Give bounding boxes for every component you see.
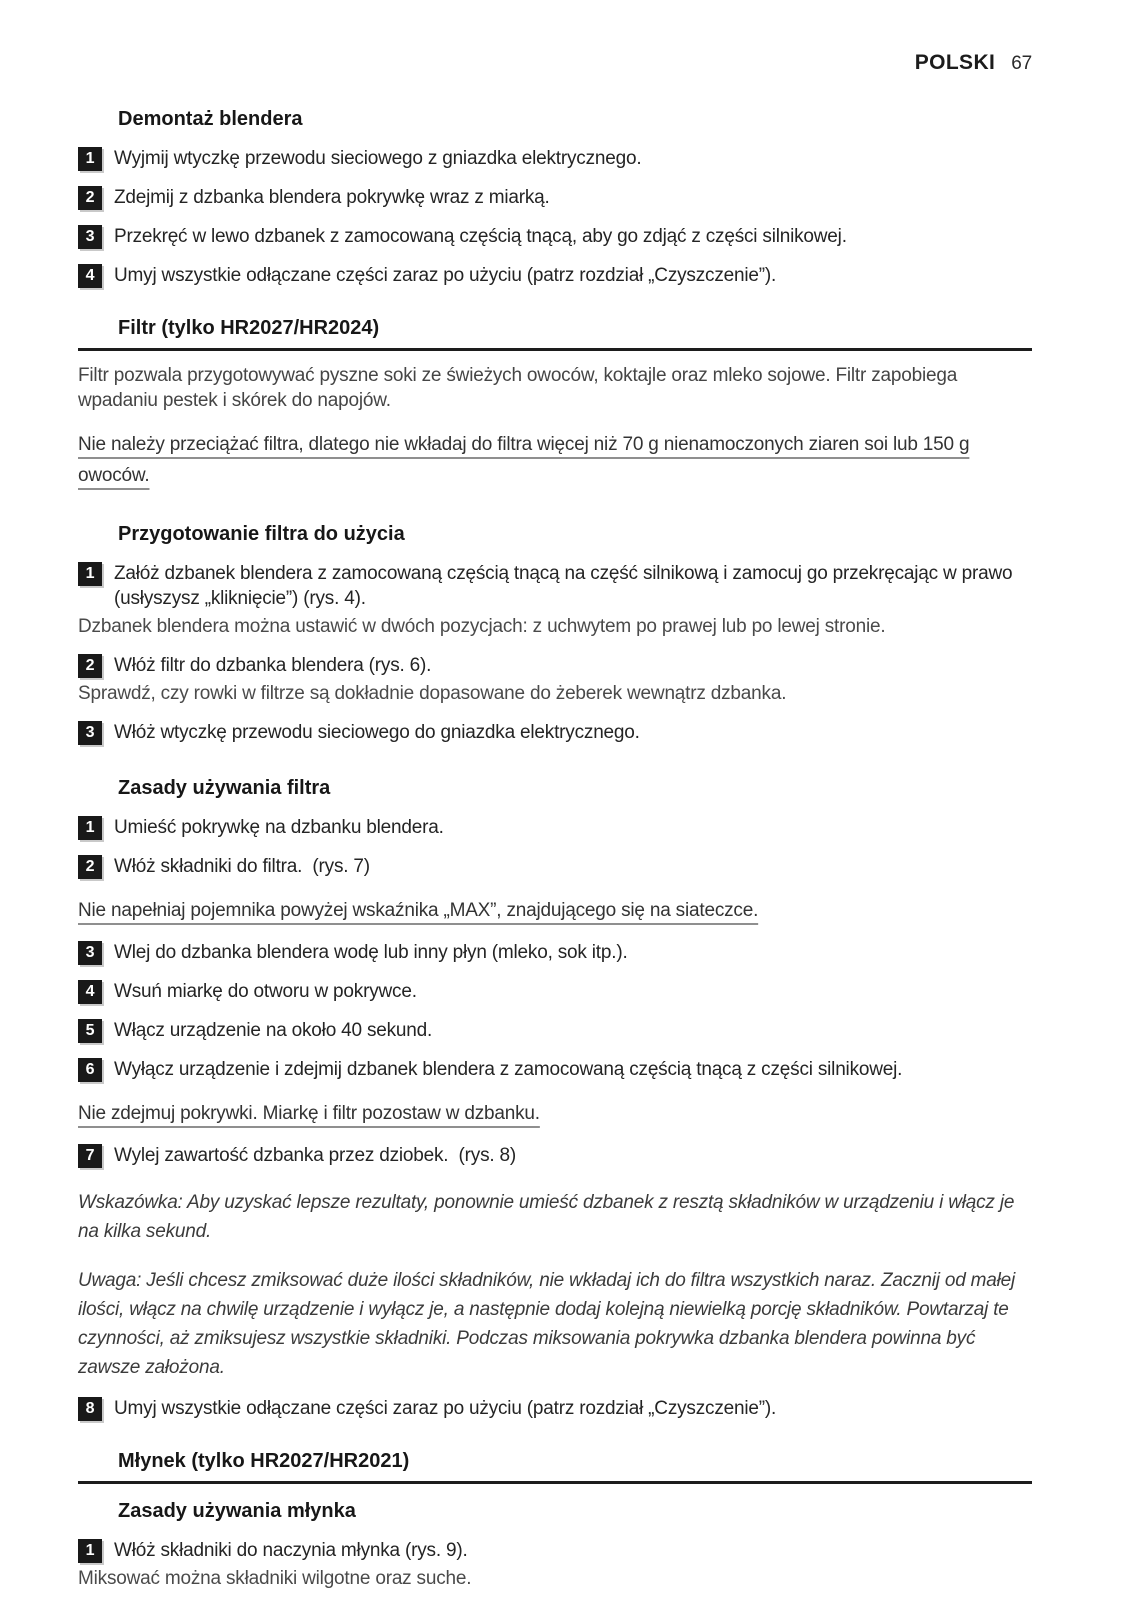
step-number-badge: 3 <box>78 941 102 965</box>
step-number-badge: 1 <box>78 562 102 586</box>
note-text: Sprawdź, czy rowki w filtrze są dokładnie dopasowane do żeberek wewnątrz dzbanka. <box>78 683 787 704</box>
step-number-badge: 1 <box>78 816 102 840</box>
chapter-heading: Filtr (tylko HR2027/HR2024) <box>78 315 1032 351</box>
step-item <box>78 1538 1032 1563</box>
step-item <box>78 1143 1032 1168</box>
manual-content <box>78 106 1032 1591</box>
step-text: Wyjmij wtyczkę przewodu sieciowego z gniazdka elektrycznego. <box>114 148 642 169</box>
body-paragraph: Filtr pozwala przygotowywać pyszne soki ze świeżych owoców, koktajle oraz mleko sojowe. Filtr zapobiega wpadaniu pestek i skórek do napojów. <box>78 365 958 411</box>
step-text: Załóż dzbanek blendera z zamocowaną częścią tnącą na część silnikową i zamocuj go przekręcając w prawo (usłyszysz „kliknięcie”) (rys. 4). <box>114 563 1018 609</box>
step-text: Włóż wtyczkę przewodu sieciowego do gniazdka elektrycznego. <box>114 722 640 743</box>
caution-note <box>78 895 1032 926</box>
step-text: Umieść pokrywkę na dzbanku blendera. <box>114 817 444 838</box>
section-heading: Demontaż blendera <box>118 108 303 130</box>
step-number-badge: 4 <box>78 264 102 288</box>
caution-note <box>78 1098 1032 1129</box>
step-item <box>78 815 1032 840</box>
step-item <box>78 979 1032 1004</box>
section-heading: Zasady używania filtra <box>118 777 331 799</box>
step-number-badge: 2 <box>78 654 102 678</box>
step-item <box>78 653 1032 678</box>
step-text: Umyj wszystkie odłączane części zaraz po użyciu (patrz rozdział „Czyszczenie”). <box>114 265 777 286</box>
language-label: POLSKI <box>914 51 996 74</box>
section-heading: Przygotowanie filtra do użycia <box>118 523 405 545</box>
step-text: Wyłącz urządzenie i zdejmij dzbanek blendera z zamocowaną częścią tnącą z części silnikowej. <box>114 1059 903 1080</box>
step-item <box>78 146 1032 171</box>
page-number: 67 <box>1011 53 1032 74</box>
step-text: Wsuń miarkę do otworu w pokrywce. <box>114 981 417 1002</box>
note-text: Miksować można składniki wilgotne oraz suche. <box>78 1568 472 1589</box>
tip-note: Uwaga: Jeśli chcesz zmiksować duże ilości składników, nie wkładaj ich do filtra wszystkich naraz. Zacznij od małej ilości, włącz na chwilę urządzenie i wyłącz je, a następnie dodaj kolejną niewielką porcję składników. Powtarzaj te czynności, aż zmiksujesz wszystkie składniki. Podczas miksowania pokrywka dzbanka blendera powinna być zawsze założona. <box>78 1270 1016 1378</box>
step-number-badge: 3 <box>78 225 102 249</box>
step-number-badge: 2 <box>78 855 102 879</box>
step-item <box>78 561 1032 611</box>
step-text: Zdejmij z dzbanka blendera pokrywkę wraz z miarką. <box>114 187 550 208</box>
step-text: Umyj wszystkie odłączane części zaraz po użyciu (patrz rozdział „Czyszczenie”). <box>114 1398 777 1419</box>
caution-note-text: Nie należy przeciążać filtra, dlatego nie wkładaj do filtra więcej niż 70 g nienamoczonych ziaren soi lub 150 g owoców. <box>78 434 970 486</box>
note-text: Dzbanek blendera można ustawić w dwóch pozycjach: z uchwytem po prawej lub po lewej stronie. <box>78 616 886 637</box>
caution-note <box>78 429 1032 491</box>
step-item <box>78 185 1032 210</box>
chapter-heading: Młynek (tylko HR2027/HR2021) <box>78 1448 1032 1484</box>
step-item <box>78 1018 1032 1043</box>
step-text: Włóż składniki do filtra. (rys. 7) <box>114 856 370 877</box>
step-text: Wlej do dzbanka blendera wodę lub inny płyn (mleko, sok itp.). <box>114 942 628 963</box>
step-text: Włącz urządzenie na około 40 sekund. <box>114 1020 433 1041</box>
step-text: Przekręć w lewo dzbanek z zamocowaną częścią tnącą, aby go zdjąć z części silnikowej. <box>114 226 847 247</box>
caution-note-text: Nie zdejmuj pokrywki. Miarkę i filtr pozostaw w dzbanku. <box>78 1103 540 1124</box>
step-item <box>78 263 1032 288</box>
step-number-badge: 6 <box>78 1058 102 1082</box>
step-number-badge: 4 <box>78 980 102 1004</box>
step-text: Włóż filtr do dzbanka blendera (rys. 6). <box>114 655 432 676</box>
step-number-badge: 8 <box>78 1397 102 1421</box>
step-number-badge: 1 <box>78 147 102 171</box>
step-item <box>78 1057 1032 1082</box>
caution-note-text: Nie napełniaj pojemnika powyżej wskaźnika „MAX”, znajdującego się na siateczce. <box>78 900 759 921</box>
tip-note: Wskazówka: Aby uzyskać lepsze rezultaty, ponownie umieść dzbanek z resztą składników w urządzeniu i włącz je na kilka sekund. <box>78 1192 1015 1242</box>
step-item <box>78 224 1032 249</box>
step-number-badge: 7 <box>78 1144 102 1168</box>
step-number-badge: 5 <box>78 1019 102 1043</box>
step-number-badge: 2 <box>78 186 102 210</box>
step-text: Włóż składniki do naczynia młynka (rys. 9). <box>114 1540 468 1561</box>
step-number-badge: 1 <box>78 1539 102 1563</box>
section-heading: Zasady używania młynka <box>118 1500 356 1522</box>
step-text: Wylej zawartość dzbanka przez dziobek. (rys. 8) <box>114 1145 517 1166</box>
page-header <box>78 50 1032 76</box>
step-number-badge: 3 <box>78 721 102 745</box>
step-item <box>78 940 1032 965</box>
step-item <box>78 854 1032 879</box>
step-item <box>78 1396 1032 1421</box>
step-item <box>78 720 1032 745</box>
